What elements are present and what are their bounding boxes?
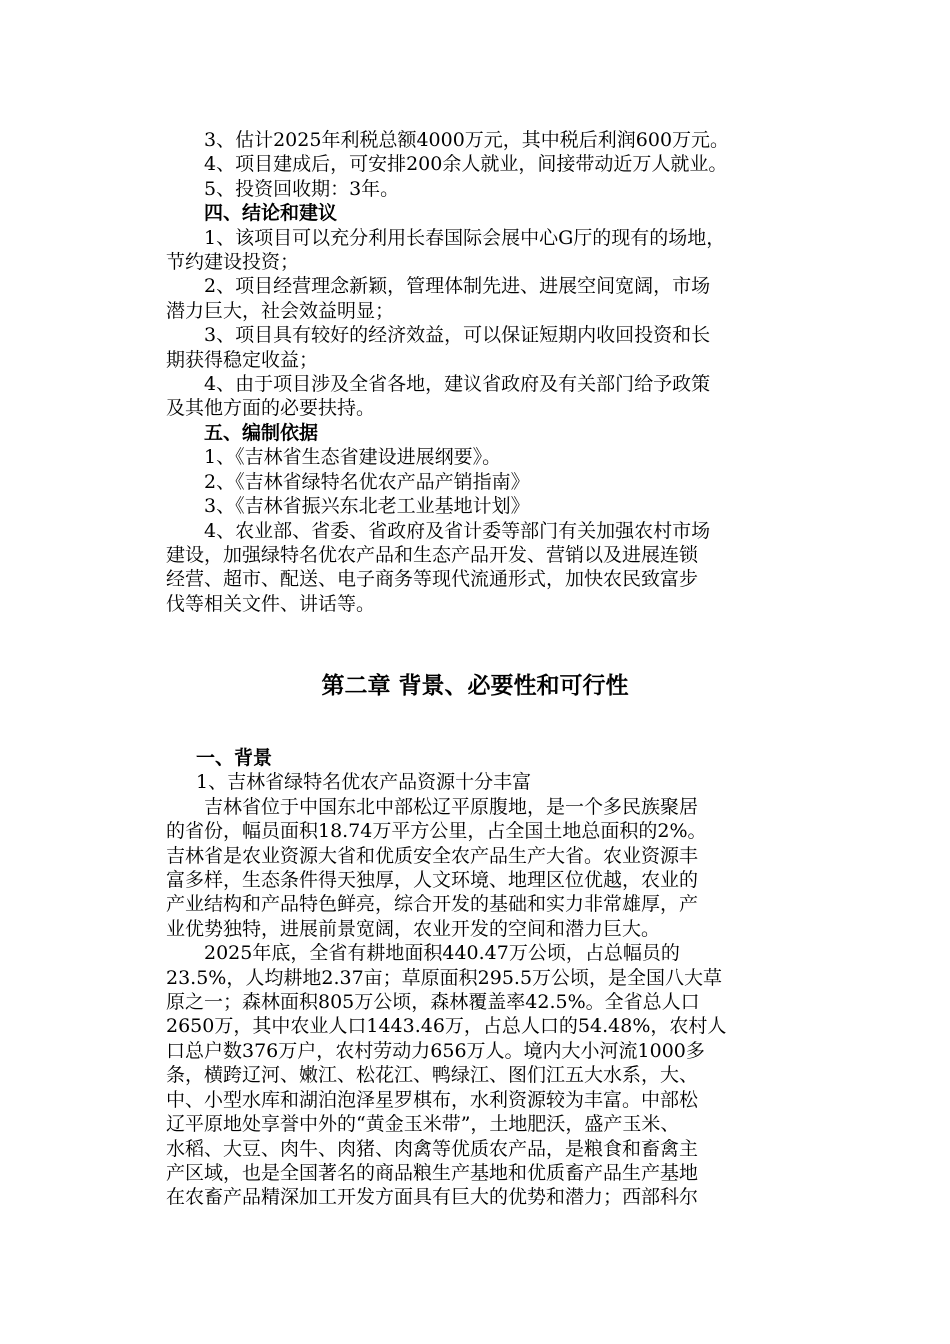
paragraph-line: 吉林省是农业资源大省和优质安全农产品生产大省。农业资源丰	[166, 844, 699, 867]
paragraph-line: 潜力巨大，社会效益明显；	[166, 299, 395, 322]
paragraph-line: 产区域，也是全国著名的商品粮生产基地和优质畜产品生产基地	[166, 1161, 699, 1184]
paragraph-line: 4、项目建成后，可安排200余人就业，间接带动近万人就业。	[204, 153, 728, 176]
paragraph-line: 口总户数376万户，农村劳动力656万人。境内大小河流1000多	[166, 1039, 705, 1062]
paragraph-line: 3、估计2025年利税总额4000万元，其中税后利润600万元。	[204, 129, 730, 151]
paragraph-line: 期获得稳定收益；	[166, 348, 319, 371]
paragraph-line: 及其他方面的必要扶持。	[166, 397, 376, 420]
paragraph-line: 4、农业部、省委、省政府及省计委等部门有关加强农村市场	[204, 519, 711, 542]
background-section	[166, 746, 806, 1210]
paragraph-line: 1、《吉林省生态省建设进展纲要》。	[204, 446, 502, 469]
paragraph-line: 2、《吉林省绿特名优农产品产销指南》	[204, 470, 530, 493]
paragraph-line: 条，横跨辽河、嫩江、松花江、鸭绿江、图们江五大水系，大、	[166, 1064, 699, 1087]
chapter-title: 第二章 背景、必要性和可行性	[321, 673, 629, 699]
paragraph-line: 水稻、大豆、肉牛、肉猪、肉禽等优质农产品，是粮食和畜禽主	[166, 1137, 699, 1160]
section-heading: 五、编制依据	[204, 421, 319, 444]
paragraph-line: 2、项目经营理念新颖，管理体制先进、进展空间宽阔，市场	[204, 275, 711, 298]
conclusions-section	[166, 128, 806, 616]
section-heading: 四、结论和建议	[204, 202, 338, 225]
paragraph-line: 2650万，其中农业人口1443.46万，占总人口的54.48%，农村人	[166, 1015, 727, 1038]
paragraph-line: 1、该项目可以充分利用长春国际会展中心G厅的现有的场地，	[204, 226, 726, 249]
paragraph-line: 中、小型水库和湖泊泡泽星罗棋布，水利资源较为丰富。中部松	[166, 1088, 699, 1111]
paragraph-line: 23.5%，人均耕地2.37亩；草原面积295.5万公顷，是全国八大草	[166, 966, 723, 989]
paragraph-line: 辽平原地处享誉中外的“黄金玉米带”，土地肥沃，盛产玉米、	[166, 1113, 680, 1136]
paragraph-line: 经营、超市、配送、电子商务等现代流通形式，加快农民致富步	[166, 568, 699, 591]
paragraph-line: 1、吉林省绿特名优农产品资源十分丰富	[196, 771, 532, 794]
paragraph-line: 在农畜产品精深加工开发方面具有巨大的优势和潜力；西部科尔	[166, 1186, 699, 1209]
paragraph-line: 吉林省位于中国东北中部松辽平原腹地，是一个多民族聚居	[204, 795, 699, 818]
section-heading: 一、背景	[196, 747, 273, 769]
paragraph-line: 节约建设投资；	[166, 251, 300, 274]
paragraph-line: 业优势独特，进展前景宽阔，农业开发的空间和潜力巨大。	[166, 917, 661, 940]
paragraph-line: 伐等相关文件、讲话等。	[166, 592, 376, 615]
paragraph-line: 2025年底，全省有耕地面积440.47万公顷，占总幅员的	[204, 942, 680, 965]
paragraph-line: 富多样，生态条件得天独厚，人文环境、地理区位优越，农业的	[166, 869, 699, 892]
paragraph-line: 4、由于项目涉及全省各地，建议省政府及有关部门给予政策	[204, 373, 711, 396]
paragraph-line: 产业结构和产品特色鲜亮，综合开发的基础和实力非常雄厚，产	[166, 893, 699, 916]
paragraph-line: 的省份，幅员面积18.74万平方公里，占全国土地总面积的2%。	[166, 820, 707, 843]
paragraph-line: 3、《吉林省振兴东北老工业基地计划》	[204, 495, 530, 518]
paragraph-line: 建设，加强绿特名优农产品和生态产品开发、营销以及进展连锁	[166, 543, 699, 566]
paragraph-line: 原之一；森林面积805万公顷，森林覆盖率42.5%。全省总人口	[166, 991, 700, 1014]
paragraph-line: 3、项目具有较好的经济效益，可以保证短期内收回投资和长	[204, 324, 711, 347]
paragraph-line: 5、投资回收期：3年。	[204, 177, 400, 200]
